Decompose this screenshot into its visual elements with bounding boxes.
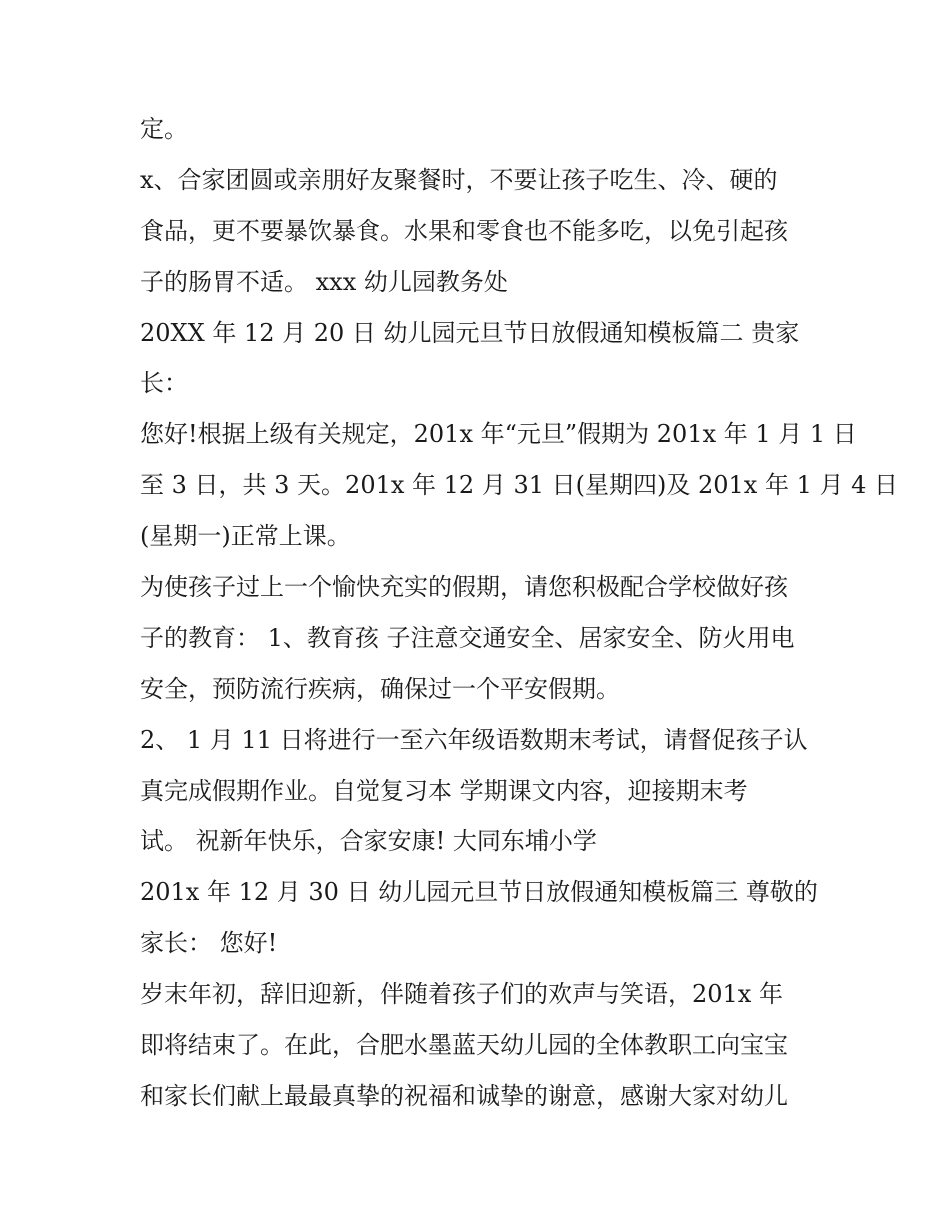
text-line: 试。 祝新年快乐，合家安康! 大同东埔小学 xyxy=(140,827,597,856)
text-line: 子的肠胃不适。 xxx 幼儿园教务处 xyxy=(140,267,508,296)
body-text xyxy=(140,104,899,1122)
text-line: 家长： 您好! xyxy=(140,929,278,958)
text-line: 至 3 日，共 3 天。201x 年 12 月 31 日(星期四)及 201x 年 1 月 4 日 xyxy=(140,471,899,500)
text-line: 定。 xyxy=(140,115,188,143)
text-line: 岁末年初，辞旧迎新，伴随着孩子们的欢声与笑语，201x 年 xyxy=(140,980,783,1009)
text-line: 安全，预防流行疾病，确保过一个平安假期。 xyxy=(140,674,620,703)
text-line: 真完成假期作业。自觉复习本 学期课文内容，迎接期末考 xyxy=(140,776,748,805)
text-line: 201x 年 12 月 30 日 幼儿园元旦节日放假通知模板篇三 尊敬的 xyxy=(140,878,818,907)
text-line: 食品，更不要暴饮暴食。水果和零食也不能多吃，以免引起孩 xyxy=(140,216,788,245)
text-line: 2、 1 月 11 日将进行一至六年级语数期末考试，请督促孩子认 xyxy=(140,725,808,754)
text-line: 20XX 年 12 月 20 日 幼儿园元旦节日放假通知模板篇二 贵家 xyxy=(140,318,800,347)
text-line: 和家长们献上最最真挚的祝福和诚挚的谢意，感谢大家对幼儿 xyxy=(140,1081,788,1110)
text-line: 为使孩子过上一个愉快充实的假期，请您积极配合学校做好孩 xyxy=(140,573,788,602)
text-line: 长： xyxy=(140,369,188,398)
text-line: 即将结束了。在此，合肥水墨蓝天幼儿园的全体教职工向宝宝 xyxy=(140,1031,788,1060)
text-line: 您好!根据上级有关规定，201x 年“元旦”假期为 201x 年 1 月 1 日 xyxy=(140,420,857,449)
text-line: 子的教育： 1、教育孩 子注意交通安全、居家安全、防火用电 xyxy=(140,623,795,652)
text-line: (星期一)正常上课。 xyxy=(140,522,351,551)
text-line: x、合家团圆或亲朋好友聚餐时，不要让孩子吃生、冷、硬的 xyxy=(140,165,778,194)
